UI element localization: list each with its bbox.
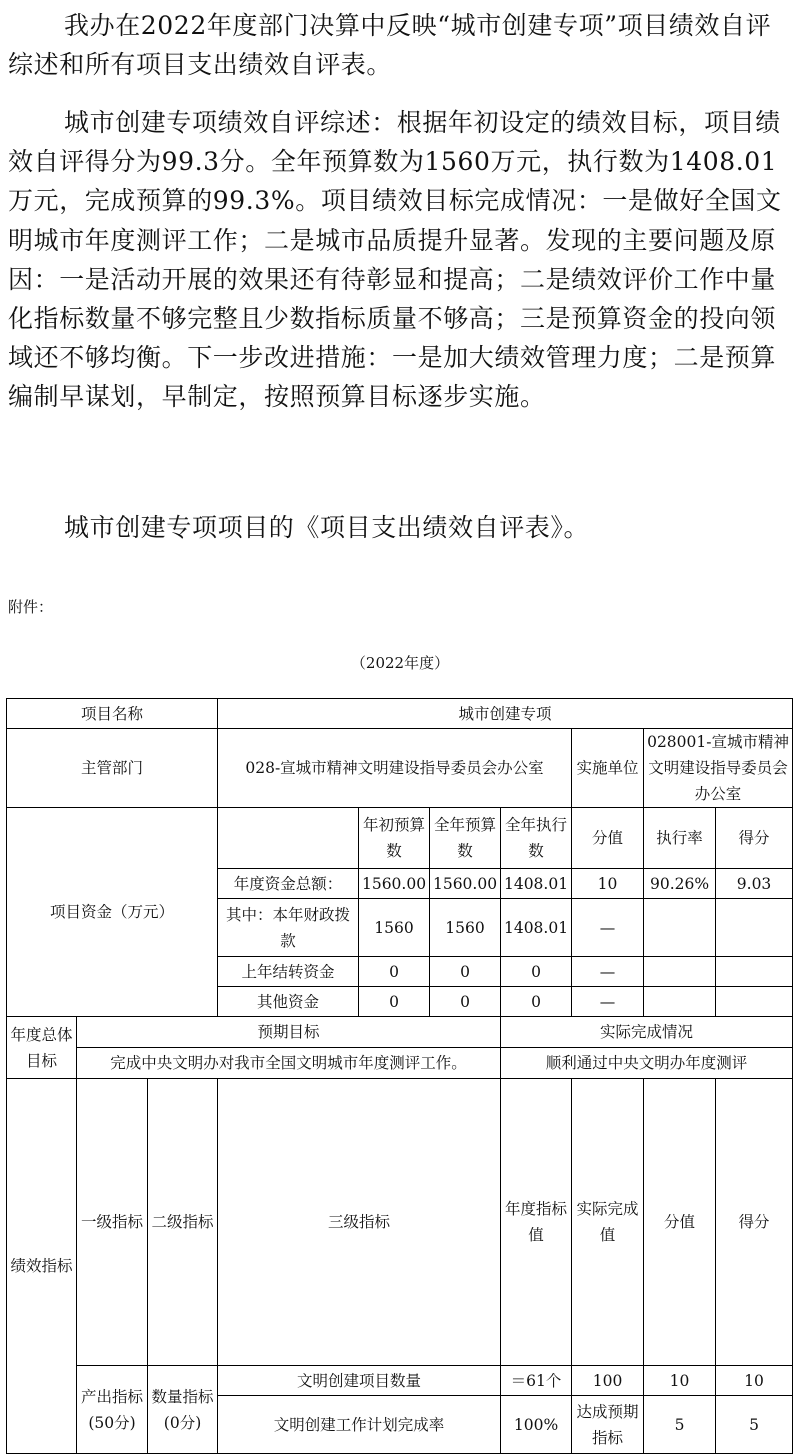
- perf-header: 年度指标值: [501, 1079, 572, 1366]
- intro-paragraph-3: 城市创建专项项目的《项目支出绩效自评表》。: [64, 513, 590, 542]
- expected-goal-label: 预期目标: [77, 1017, 501, 1048]
- intro-paragraph-2: 城市创建专项绩效自评综述：根据年初设定的绩效目标，项目绩效自评得分为99.3分。全年预算数为1560万元，执行数为1408.01万元，完成预算的99.3%。项目绩效目标完成情况：一是做好全国文明城市年度测评工作；二是城市品质提升显著。发现的主要问题及原因：一是活动开展的效果还有待彰显和提高；二是绩效评价工作中量化指标数量不够完整且少数指标质量不够高；三是预算资金的投向领域还不够均衡。下一步改进措施：一是加大绩效管理力度；二是预算编制早谋划，早制定，按照预算目标逐步实施。: [8, 108, 782, 412]
- table-row: [7, 1079, 793, 1366]
- funds-cell: 0: [430, 957, 501, 987]
- funds-header: 执行率: [644, 808, 716, 869]
- funds-cell: —: [572, 987, 644, 1017]
- annual-goal-label: 年度总体目标: [7, 1017, 77, 1079]
- funds-cell: [716, 987, 793, 1017]
- level2-indicator: 数量指标(0分): [148, 1366, 218, 1454]
- funds-cell: 0: [501, 987, 572, 1017]
- perf-header: 分值: [644, 1079, 716, 1366]
- funds-label: 项目资金（万元）: [7, 808, 218, 1017]
- funds-cell: 1408.01: [501, 899, 572, 957]
- table-row: [7, 808, 793, 869]
- attachment-label: 附件：: [8, 598, 54, 616]
- funds-cell: 1560.00: [359, 869, 430, 899]
- perf-cell: ＝61个: [501, 1366, 572, 1396]
- funds-cell: —: [572, 899, 644, 957]
- funds-cell: 10: [572, 869, 644, 899]
- dept-label: 主管部门: [7, 729, 218, 808]
- funds-header: 得分: [716, 808, 793, 869]
- dept-value: 028-宣城市精神文明建设指导委员会办公室: [218, 729, 572, 808]
- performance-indicator-label: 绩效指标: [7, 1079, 77, 1454]
- table-row: [7, 1366, 793, 1396]
- perf-cell: 100%: [501, 1396, 572, 1454]
- funds-cell: 0: [501, 957, 572, 987]
- funds-cell: 1560: [430, 899, 501, 957]
- funds-header: 全年预算数: [430, 808, 501, 869]
- funds-header: 年初预算数: [359, 808, 430, 869]
- actual-completion-label: 实际完成情况: [501, 1017, 793, 1048]
- funds-cell: —: [572, 957, 644, 987]
- funds-row-label: 上年结转资金: [218, 957, 359, 987]
- table-row: [7, 1048, 793, 1079]
- project-name-value: 城市创建专项: [218, 699, 793, 729]
- funds-cell: 0: [359, 987, 430, 1017]
- table-row: [7, 729, 793, 808]
- funds-cell: [644, 987, 716, 1017]
- funds-header: 全年执行数: [501, 808, 572, 869]
- funds-cell: 1560: [359, 899, 430, 957]
- funds-cell: 90.26%: [644, 869, 716, 899]
- intro-paragraph-1: 我办在2022年度部门决算中反映“城市创建专项”项目绩效自评综述和所有项目支出绩效自评表。: [8, 11, 772, 80]
- performance-table: [6, 698, 793, 1454]
- funds-cell: 0: [359, 957, 430, 987]
- funds-row-label: 其他资金: [218, 987, 359, 1017]
- table-row: [7, 1017, 793, 1048]
- impl-label: 实施单位: [572, 729, 644, 808]
- funds-cell: 0: [430, 987, 501, 1017]
- funds-row-label: 年度资金总额：: [218, 869, 359, 899]
- level1-indicator: 产出指标(50分): [77, 1366, 148, 1454]
- perf-cell: 达成预期指标: [572, 1396, 644, 1454]
- funds-cell: [716, 899, 793, 957]
- level3-indicator: 文明创建项目数量: [218, 1366, 501, 1396]
- perf-header: 三级指标: [218, 1079, 501, 1366]
- actual-completion-value: 顺利通过中央文明办年度测评: [501, 1048, 793, 1079]
- perf-cell: 5: [644, 1396, 716, 1454]
- funds-cell: 9.03: [716, 869, 793, 899]
- perf-cell: 5: [716, 1396, 793, 1454]
- funds-row-label: 其中：本年财政拨款: [218, 899, 359, 957]
- funds-cell: [644, 899, 716, 957]
- funds-cell: [644, 957, 716, 987]
- table-row: [7, 699, 793, 729]
- funds-cell: 1408.01: [501, 869, 572, 899]
- perf-cell: 100: [572, 1366, 644, 1396]
- funds-cell: 1560.00: [430, 869, 501, 899]
- project-name-label: 项目名称: [7, 699, 218, 729]
- perf-header: 一级指标: [77, 1079, 148, 1366]
- perf-header: 二级指标: [148, 1079, 218, 1366]
- funds-header-blank: [218, 808, 359, 869]
- level3-indicator: 文明创建工作计划完成率: [218, 1396, 501, 1454]
- impl-value: 028001-宣城市精神文明建设指导委员会办公室: [644, 729, 793, 808]
- year-label: （2022年度）: [350, 654, 450, 672]
- perf-cell: 10: [716, 1366, 793, 1396]
- perf-header: 得分: [716, 1079, 793, 1366]
- funds-header: 分值: [572, 808, 644, 869]
- expected-goal-value: 完成中央文明办对我市全国文明城市年度测评工作。: [77, 1048, 501, 1079]
- perf-cell: 10: [644, 1366, 716, 1396]
- perf-header: 实际完成值: [572, 1079, 644, 1366]
- funds-cell: [716, 957, 793, 987]
